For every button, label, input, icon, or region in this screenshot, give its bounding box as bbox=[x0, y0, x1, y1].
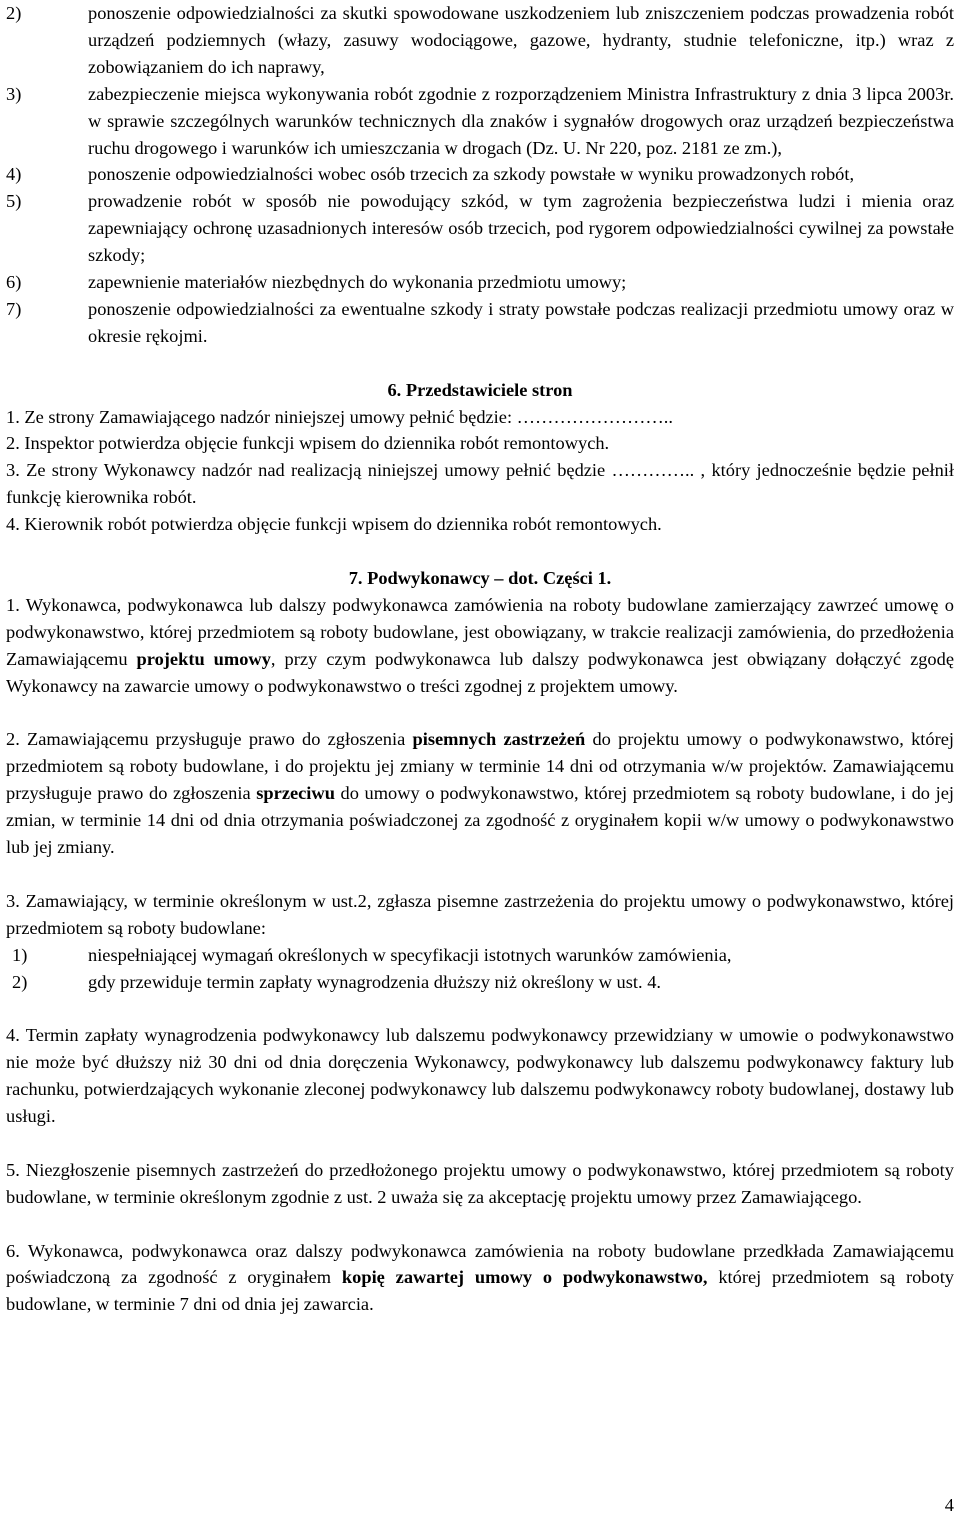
section-6-heading: 6. Przedstawiciele stron bbox=[387, 379, 573, 400]
list-item-number: 2) bbox=[6, 3, 22, 23]
list-item-number: 3) bbox=[6, 83, 22, 104]
list-item-text: ponoszenie odpowiedzialności za ewentualne szkody i straty powstałe podczas realizacji przedmiotu umowy oraz w okresie rękojmi. bbox=[88, 298, 954, 346]
list-item-text: ponoszenie odpowiedzialności za skutki spowodowane uszkodzeniem lub zniszczeniem podczas prowadzenia robót urządzeń podziemnych (włazy, zasuwy wodociągowe, gazowe, hydranty, studnie telefoniczne, itp.) wraz z zobowiązaniem do ich naprawy, bbox=[88, 3, 954, 77]
section-7-paragraph-1 bbox=[6, 592, 954, 700]
paragraph-text: do umowy o podwykonawstwo, której przedmiotem są roboty budowlane, i do jej zmian, w terminie 14 dni od dnia otrzymania poświadczonej za zgodność z oryginałem kopii w/w umowy o podwykonawstwo lub jej zmiany. bbox=[6, 783, 955, 858]
list-item-text: niespełniającej wymagań określonych w specyfikacji istotnych warunków zamówienia, bbox=[88, 944, 732, 965]
list-item bbox=[6, 188, 954, 269]
section-7-paragraph-2 bbox=[6, 726, 954, 861]
spacer bbox=[6, 538, 954, 565]
list-item bbox=[6, 0, 954, 81]
section-6-paragraph-1: 1. Ze strony Zamawiającego nadzór niniejszej umowy pełnić będzie: …………………….. bbox=[6, 406, 673, 427]
list-item-text: ponoszenie odpowiedzialności wobec osób trzecich za szkody powstałe w wyniku prowadzonych robót, bbox=[88, 164, 855, 185]
section-6-paragraph-3: 3. Ze strony Wykonawcy nadzór nad realizacją niniejszej umowy pełnić będzie ………….. , który jednocześnie będzie pełnił funkcję kierownika robót. bbox=[6, 460, 954, 508]
section-7-paragraph-5: 5. Niezgłoszenie pisemnych zastrzeżeń do przedłożonego projektu umowy o podwykonawstwo, której przedmiotem są roboty budowlane, w terminie określonym zgodnie z ust. 2 uważa się za akceptację projektu umowy przez Zamawiającego. bbox=[6, 1159, 954, 1207]
spacer bbox=[6, 350, 954, 377]
list-item bbox=[6, 969, 954, 996]
paragraph-text: 6. Wykonawca, podwykonawca oraz dalszy podwykonawca zamówienia na roboty budowlane przedkłada Zamawiającemu poświadczoną za zgodność z oryginałem bbox=[6, 1240, 954, 1288]
list-item-number: 5) bbox=[6, 191, 22, 212]
paragraph-text: 2. Zamawiającemu przysługuje prawo do zgłoszenia bbox=[6, 729, 413, 750]
paragraph-text: 1. Wykonawca, podwykonawca lub dalszy podwykonawca zamówienia na roboty budowlane zamierzający zawrzeć umowę o podwykonawstwo, której przedmiotem są roboty budowlane, jest obowiązany, w trakcie realizacji zamówienia, do przedłożenia Zamawiającemu bbox=[6, 594, 954, 669]
list-item-text: zabezpieczenie miejsca wykonywania robót zgodnie z rozporządzeniem Ministra Infrastruktury z dnia 3 lipca 2003r. w sprawie szczególnych warunków technicznych dla znaków i sygnałów drogowych oraz urządzeń bezpieczeństwa ruchu drogowego i warunków ich umieszczania w drogach (Dz. U. Nr 220, poz. 2181 ze zm.), bbox=[88, 83, 954, 158]
section-7-paragraph-4: 4. Termin zapłaty wynagrodzenia podwykonawcy lub dalszemu podwykonawcy przewidziany w umowie o podwykonawstwo nie może być dłuższy niż 30 dni od dnia doręczenia Wykonawcy, podwykonawcy lub dalszemu podwykonawcy faktury lub rachunku, potwierdzających wykonanie zleconej podwykonawcy lub dalszemu podwykonawcy roboty budowlanej, dostawy lub usługi. bbox=[6, 1025, 954, 1127]
list-item-number: 6) bbox=[6, 272, 22, 293]
spacer bbox=[6, 1211, 954, 1238]
spacer bbox=[6, 700, 954, 727]
list-item-number: 7) bbox=[6, 298, 22, 319]
bold-phrase: projektu umowy bbox=[136, 648, 271, 669]
paragraph-text: , przy czym podwykonawca lub dalszy podwykonawca jest obwiązany dołączyć zgodę Wykonawcy na zawarcie umowy o podwykonawstwo o treści zgodnej z projektem umowy. bbox=[6, 648, 954, 696]
paragraph-text: której przedmiotem są roboty budowlane, w terminie 7 dni od dnia jej zawarcia. bbox=[6, 1267, 955, 1315]
bold-phrase: kopię zawartej umowy o podwykonawstwo, bbox=[341, 1267, 708, 1288]
bold-phrase: sprzeciwu bbox=[256, 783, 335, 804]
list-item bbox=[6, 161, 954, 188]
list-item-number: 4) bbox=[6, 164, 22, 185]
spacer bbox=[6, 995, 954, 1022]
list-item bbox=[6, 269, 954, 296]
section-7-heading: 7. Podwykonawcy – dot. Części 1. bbox=[348, 568, 612, 588]
list-item-text: gdy przewiduje termin zapłaty wynagrodzenia dłuższy niż określony w ust. 4. bbox=[88, 971, 662, 992]
spacer bbox=[6, 1130, 954, 1157]
section-7-paragraph-3: 3. Zamawiający, w terminie określonym w ust.2, zgłasza pisemne zastrzeżenia do projektu umowy o podwykonawstwo, której przedmiotem są roboty budowlane: bbox=[6, 890, 954, 938]
list-item bbox=[6, 296, 954, 350]
list-item-number: 1) bbox=[12, 944, 28, 965]
list-item-number: 2) bbox=[12, 971, 28, 992]
paragraph-text: do projektu umowy o podwykonawstwo, której przedmiotem są roboty budowlane, i do projektu jej zmiany w terminie 14 dni od otrzymania w/w projektów. Zamawiającemu przysługuje prawo do zgłoszenia bbox=[6, 729, 954, 804]
list-item-text: prowadzenie robót w sposób nie powodujący szkód, w tym zagrożenia bezpieczeństwa ludzi i mienia oraz zapewniający ochronę uzasadnionych interesów osób trzecich, pod rygorem odpowiedzialności cywilnej za powstałe szkody; bbox=[88, 191, 954, 266]
section-6-paragraph-2: 2. Inspektor potwierdza objęcie funkcji wpisem do dziennika robót remontowych. bbox=[6, 433, 610, 454]
list-item bbox=[6, 942, 954, 969]
bold-phrase: pisemnych zastrzeżeń bbox=[412, 729, 586, 750]
page-number: 4 bbox=[944, 1495, 954, 1515]
section-6-paragraph-4: 4. Kierownik robót potwierdza objęcie funkcji wpisem do dziennika robót remontowych. bbox=[6, 514, 662, 535]
section-7-paragraph-6 bbox=[6, 1238, 954, 1319]
obligations-list bbox=[6, 0, 954, 350]
list-item-text: zapewnienie materiałów niezbędnych do wykonania przedmiotu umowy; bbox=[88, 272, 627, 293]
spacer bbox=[6, 861, 954, 888]
list-item bbox=[6, 81, 954, 162]
